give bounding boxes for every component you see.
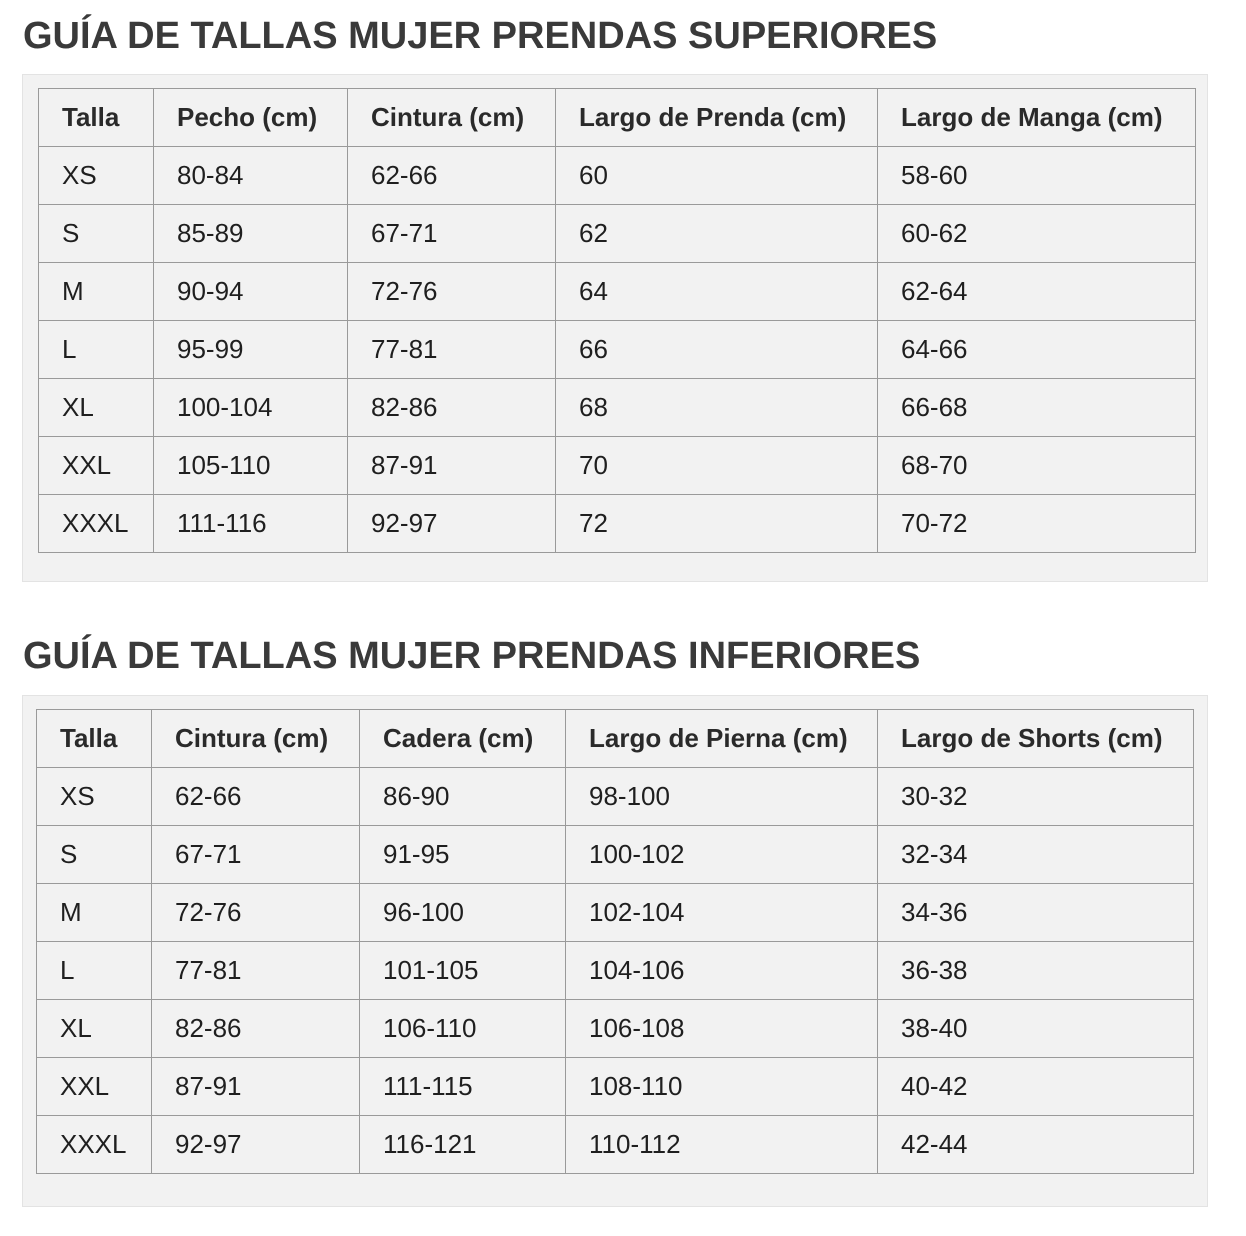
header-cell-shorts-length: Largo de Shorts (cm)	[878, 710, 1194, 768]
table-cell: L	[37, 942, 152, 1000]
table-cell: 90-94	[154, 263, 348, 321]
table-cell: 105-110	[154, 437, 348, 495]
size-table-container-bottoms	[22, 695, 1208, 1207]
header-cell-garment-length: Largo de Prenda (cm)	[556, 89, 878, 147]
page-title-bottoms: GUÍA DE TALLAS MUJER PRENDAS INFERIORES	[23, 635, 921, 677]
table-row	[37, 1058, 1194, 1116]
table-cell: 85-89	[154, 205, 348, 263]
table-cell: 38-40	[878, 1000, 1194, 1058]
table-cell: XL	[37, 1000, 152, 1058]
size-table-container-tops	[22, 74, 1208, 582]
header-cell-hip: Cadera (cm)	[360, 710, 566, 768]
table-cell: 102-104	[566, 884, 878, 942]
table-row	[37, 768, 1194, 826]
table-cell: 106-108	[566, 1000, 878, 1058]
table-row	[39, 379, 1196, 437]
table-row	[39, 147, 1196, 205]
table-cell: 62-66	[152, 768, 360, 826]
table-cell: 40-42	[878, 1058, 1194, 1116]
size-table-tops	[38, 88, 1196, 553]
table-cell: 92-97	[152, 1116, 360, 1174]
table-cell: 77-81	[348, 321, 556, 379]
table-cell: XXXL	[39, 495, 154, 553]
table-header-row	[39, 89, 1196, 147]
table-row	[37, 884, 1194, 942]
table-row	[37, 1116, 1194, 1174]
table-cell: 62-64	[878, 263, 1196, 321]
table-cell: XS	[39, 147, 154, 205]
table-cell: 70	[556, 437, 878, 495]
table-cell: 82-86	[152, 1000, 360, 1058]
table-cell: 116-121	[360, 1116, 566, 1174]
table-cell: 87-91	[152, 1058, 360, 1116]
page-title-tops: GUÍA DE TALLAS MUJER PRENDAS SUPERIORES	[23, 15, 938, 57]
table-cell: L	[39, 321, 154, 379]
table-cell: 86-90	[360, 768, 566, 826]
table-cell: 101-105	[360, 942, 566, 1000]
table-row	[39, 437, 1196, 495]
table-cell: 80-84	[154, 147, 348, 205]
table-cell: 34-36	[878, 884, 1194, 942]
table-cell: 32-34	[878, 826, 1194, 884]
table-row	[39, 205, 1196, 263]
table-cell: 98-100	[566, 768, 878, 826]
table-cell: 70-72	[878, 495, 1196, 553]
table-cell: 111-116	[154, 495, 348, 553]
table-cell: 104-106	[566, 942, 878, 1000]
table-cell: 106-110	[360, 1000, 566, 1058]
table-cell: XXL	[37, 1058, 152, 1116]
table-cell: 77-81	[152, 942, 360, 1000]
table-header-row	[37, 710, 1194, 768]
table-cell: S	[37, 826, 152, 884]
table-cell: 30-32	[878, 768, 1194, 826]
table-cell: 66	[556, 321, 878, 379]
table-cell: XXL	[39, 437, 154, 495]
header-cell-leg-length: Largo de Pierna (cm)	[566, 710, 878, 768]
table-cell: 92-97	[348, 495, 556, 553]
table-cell: 72	[556, 495, 878, 553]
table-cell: 36-38	[878, 942, 1194, 1000]
table-cell: XXXL	[37, 1116, 152, 1174]
table-cell: 62	[556, 205, 878, 263]
table-cell: 60	[556, 147, 878, 205]
table-cell: 82-86	[348, 379, 556, 437]
header-cell-chest: Pecho (cm)	[154, 89, 348, 147]
table-cell: 42-44	[878, 1116, 1194, 1174]
table-cell: 60-62	[878, 205, 1196, 263]
table-cell: 67-71	[152, 826, 360, 884]
table-cell: 62-66	[348, 147, 556, 205]
table-cell: 108-110	[566, 1058, 878, 1116]
table-cell: M	[37, 884, 152, 942]
table-row	[39, 263, 1196, 321]
table-cell: 110-112	[566, 1116, 878, 1174]
table-row	[37, 942, 1194, 1000]
table-cell: 66-68	[878, 379, 1196, 437]
table-cell: S	[39, 205, 154, 263]
table-cell: 64-66	[878, 321, 1196, 379]
table-cell: 68	[556, 379, 878, 437]
table-cell: 96-100	[360, 884, 566, 942]
header-cell-size: Talla	[37, 710, 152, 768]
table-cell: 95-99	[154, 321, 348, 379]
header-cell-sleeve-length: Largo de Manga (cm)	[878, 89, 1196, 147]
table-cell: 68-70	[878, 437, 1196, 495]
table-cell: 87-91	[348, 437, 556, 495]
table-cell: 67-71	[348, 205, 556, 263]
size-table-bottoms	[36, 709, 1194, 1174]
table-cell: 58-60	[878, 147, 1196, 205]
table-row	[37, 826, 1194, 884]
table-cell: XS	[37, 768, 152, 826]
header-cell-waist: Cintura (cm)	[348, 89, 556, 147]
table-row	[37, 1000, 1194, 1058]
table-cell: M	[39, 263, 154, 321]
table-row	[39, 495, 1196, 553]
table-cell: 64	[556, 263, 878, 321]
header-cell-size: Talla	[39, 89, 154, 147]
table-cell: 100-102	[566, 826, 878, 884]
header-cell-waist: Cintura (cm)	[152, 710, 360, 768]
table-row	[39, 321, 1196, 379]
table-cell: 111-115	[360, 1058, 566, 1116]
table-cell: 100-104	[154, 379, 348, 437]
table-cell: XL	[39, 379, 154, 437]
table-cell: 72-76	[152, 884, 360, 942]
table-cell: 91-95	[360, 826, 566, 884]
table-cell: 72-76	[348, 263, 556, 321]
